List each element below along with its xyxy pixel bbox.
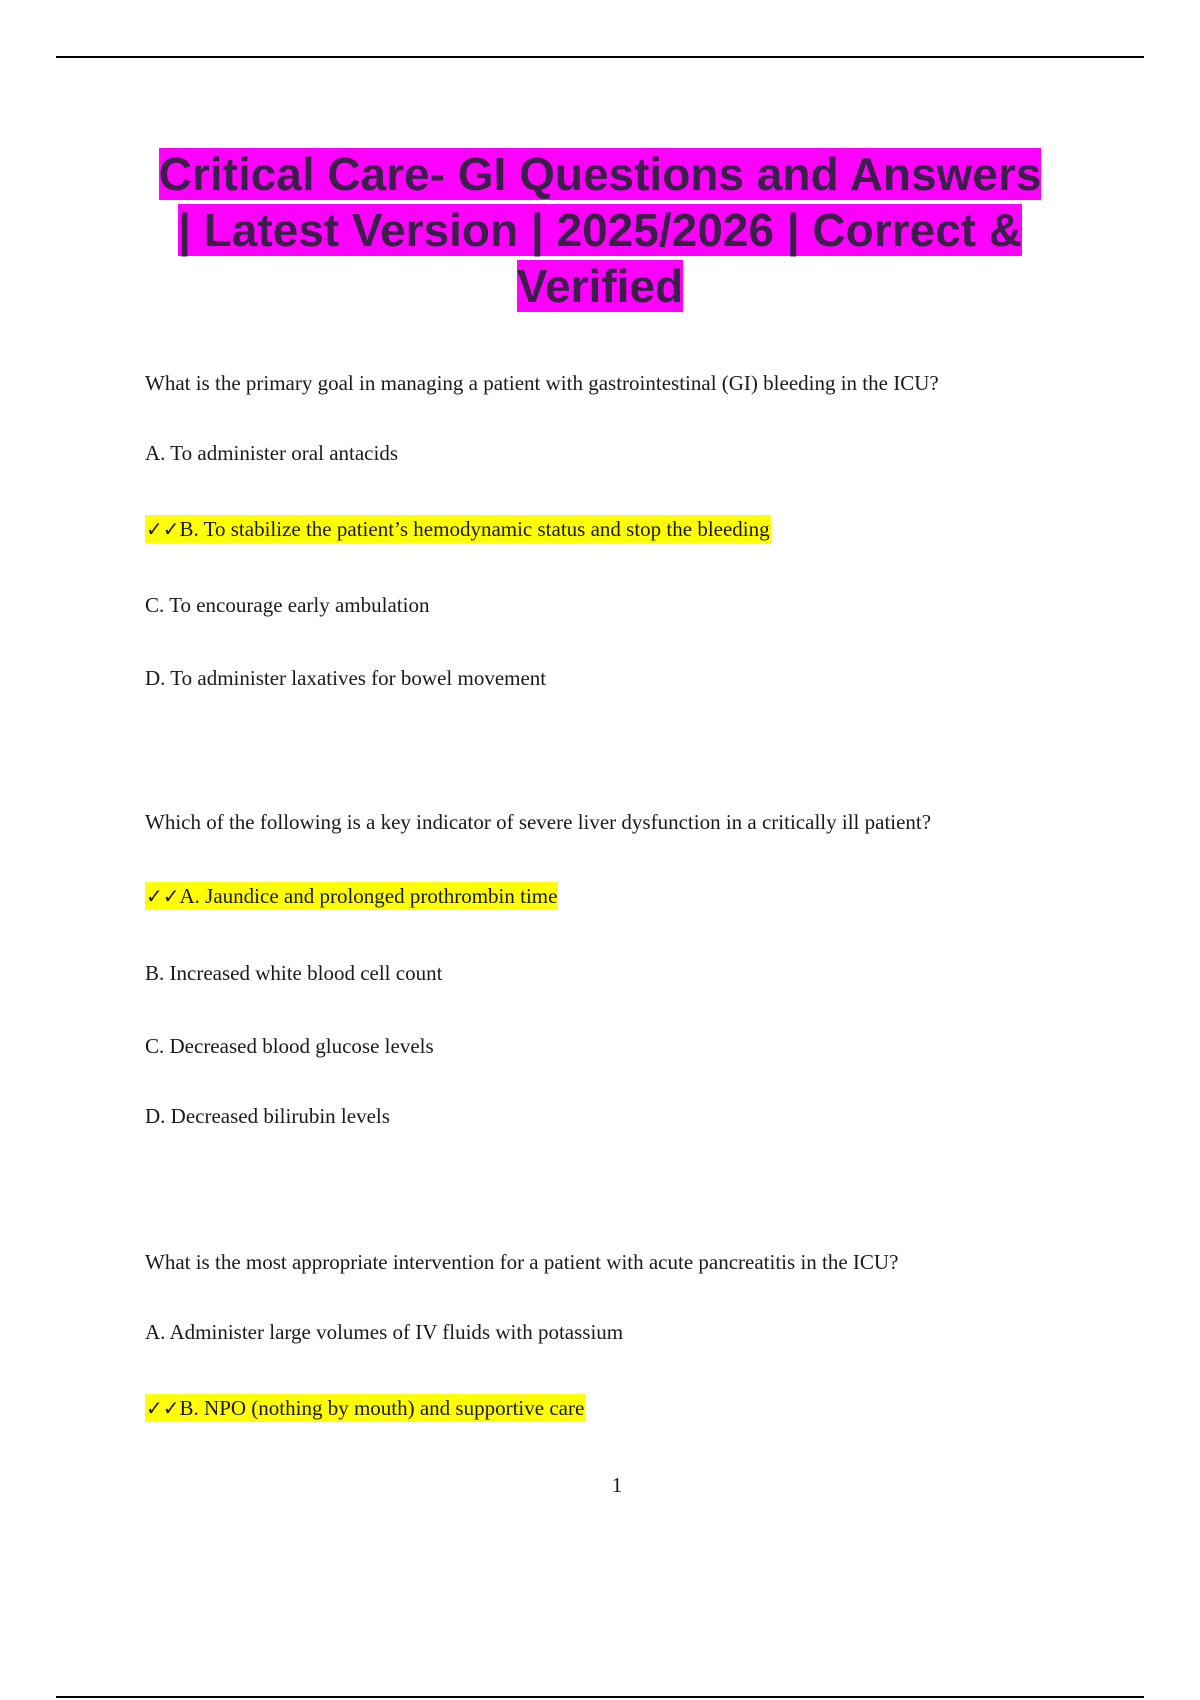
question-2-option-a-correct: [145, 881, 1105, 911]
correct-answer-label: B. NPO (nothing by mouth) and supportive care: [179, 1396, 585, 1420]
top-rule: [56, 56, 1144, 58]
question-1-option-b-correct: [145, 514, 1105, 544]
question-3-text: What is the most appropriate intervention for a patient with acute pancreatitis in the ICU?: [145, 1250, 899, 1274]
question-3-option-a: A. Administer large volumes of IV fluids with potassium: [145, 1320, 624, 1344]
double-check-icon: ✓✓: [146, 884, 180, 908]
question-1-option-d: D. To administer laxatives for bowel movement: [145, 666, 547, 690]
question-1-text: What is the primary goal in managing a patient with gastrointestinal (GI) bleeding in the ICU?: [145, 371, 939, 395]
page-title: [100, 146, 1100, 314]
bottom-rule: [56, 1696, 1144, 1698]
correct-answer-label: A. Jaundice and prolonged prothrombin time: [179, 884, 558, 908]
correct-answer-highlight: [145, 1394, 585, 1422]
question-1-option-a: A. To administer oral antacids: [145, 441, 398, 465]
question-1-option-c: C. To encourage early ambulation: [145, 593, 430, 617]
correct-answer-highlight: [145, 515, 771, 543]
document-title: [100, 146, 1100, 314]
question-2-option-d: D. Decreased bilirubin levels: [145, 1104, 390, 1128]
double-check-icon: ✓✓: [146, 1396, 180, 1420]
title-line-2: | Latest Version | 2025/2026 | Correct &: [177, 204, 1022, 256]
page-number: 1: [611, 1473, 623, 1497]
question-2-option-c: C. Decreased blood glucose levels: [145, 1034, 434, 1058]
double-check-icon: ✓✓: [146, 517, 180, 541]
correct-answer-label: B. To stabilize the patient’s hemodynamic status and stop the bleeding: [179, 517, 770, 541]
question-2-text: Which of the following is a key indicator of severe liver dysfunction in a critically ill patient?: [145, 810, 932, 834]
question-3-option-b-correct: [145, 1393, 1105, 1423]
title-line-3: Verified: [516, 260, 684, 312]
question-2-option-b: B. Increased white blood cell count: [145, 961, 443, 985]
correct-answer-highlight: [145, 882, 558, 910]
title-line-1: Critical Care- GI Questions and Answers: [158, 148, 1042, 200]
